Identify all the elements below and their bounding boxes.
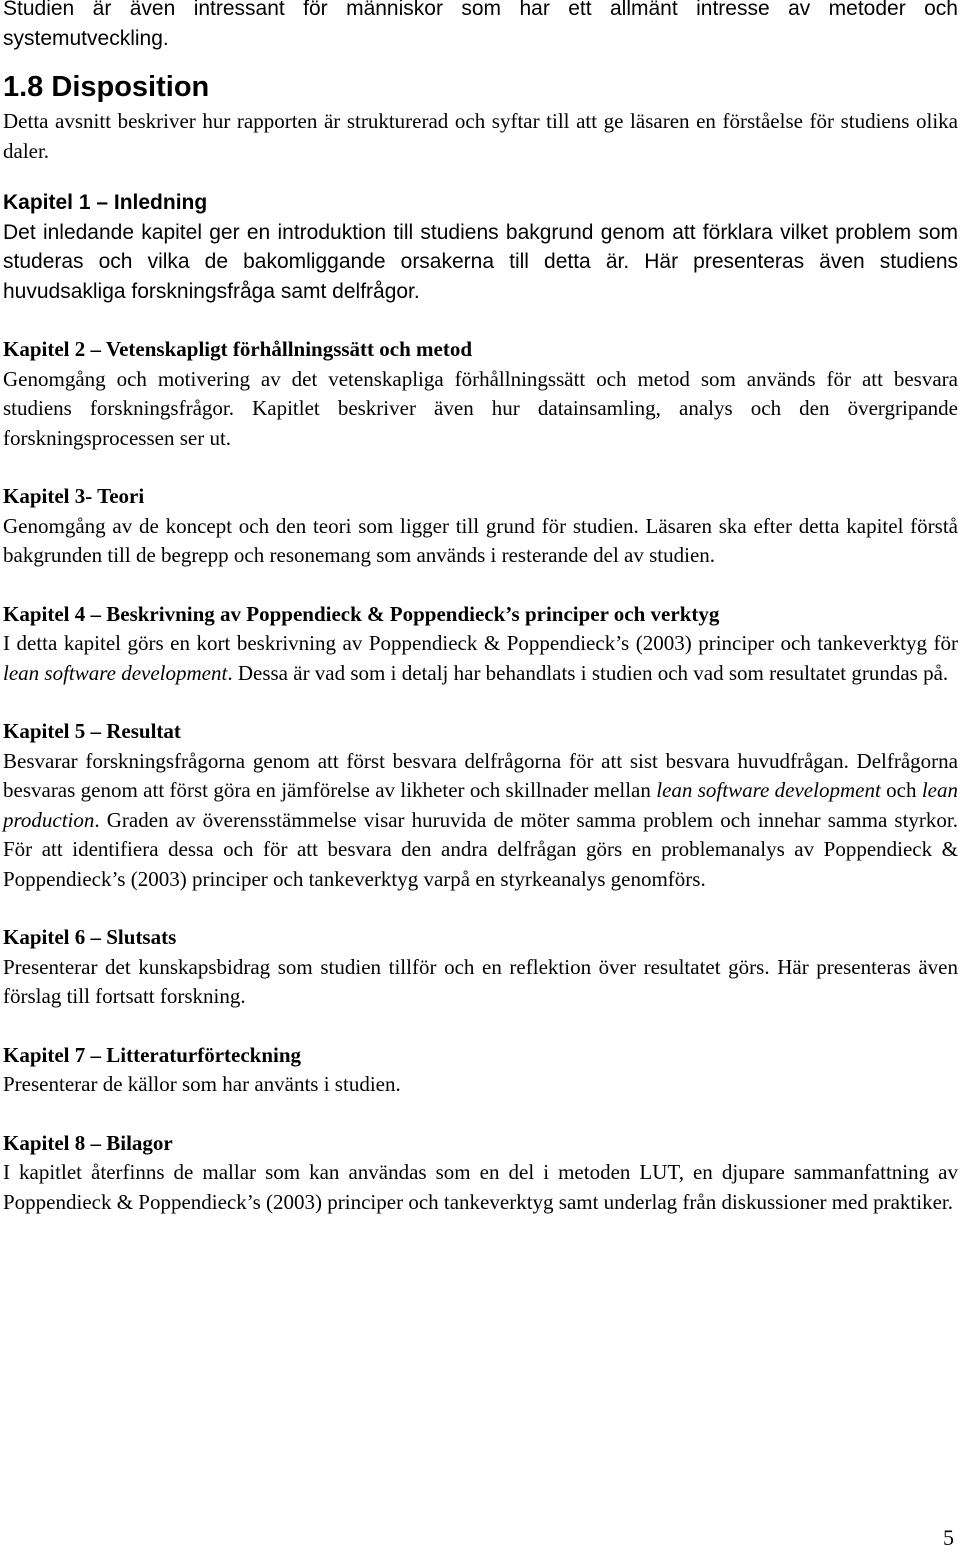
chapter-6 (3, 923, 958, 1012)
chapter-5-emphasis: lean production (3, 778, 958, 832)
chapter-2-title: Kapitel 2 – Vetenskapligt förhållningssätt och metod (3, 337, 473, 361)
chapter-4-title: Kapitel 4 – Beskrivning av Poppendieck & Poppendieck’s principer och verktyg (3, 601, 720, 626)
chapter-1-description: Det inledande kapitel ger en introduktion till studiens bakgrund genom att förklara vilket problem som studeras och vilka de bakomliggande orsakerna till detta är. Här presenteras även studiens huvudsakliga forskningsfråga samt delfrågor. (3, 220, 958, 303)
chapter-8-description: I kapitlet återfinns de mallar som kan användas som en del i metoden LUT, en djupare sammanfattning av Poppendieck & Poppendieck’s (2003) principer och tankeverktyg samt underlag från diskussioner med praktiker. (3, 1160, 958, 1214)
chapter-4 (3, 600, 958, 689)
chapter-5-text-part: . Graden av överensstämmelse visar huruvida de möter samma problem och innehar samma styrkor. För att identifiera dessa och för att besvara den andra delfrågan görs en problemanalys av Poppendieck & Poppendieck’s (2003) principer och tankeverktyg varpå en styrkeanalys genomförs. (3, 807, 958, 891)
chapter-5 (3, 717, 958, 894)
chapter-8-title: Kapitel 8 – Bilagor (3, 1130, 173, 1155)
chapter-4-description (3, 629, 958, 688)
chapter-7-title: Kapitel 7 – Litteraturförteckning (3, 1042, 302, 1067)
chapter-4-text-part: . Dessa är vad som i detalj har behandlats i studien och vad som resultatet grundas på. (227, 660, 949, 685)
chapter-5-text-part: Besvarar forskningsfrågorna genom att först besvara delfrågorna för att sist besvara huvudfrågan. Delfrågorna besvaras genom att först göra en jämförelse av likheter och skillnader mellan (3, 748, 958, 802)
document-page (3, 0, 958, 1246)
page-number: 5 (943, 1525, 954, 1550)
section-intro-paragraph: Detta avsnitt beskriver hur rapporten är strukturerad och syftar till att ge läsaren en förståelse för studiens olika daler. (3, 109, 958, 163)
section-heading: 1.8 Disposition (3, 71, 210, 103)
chapter-3-description: Genomgång av de koncept och den teori som ligger till grund för studien. Läsaren ska efter detta kapitel förstå bakgrunden till de begrepp och resonemang som används i resterande del av studien. (3, 513, 958, 567)
chapter-7 (3, 1041, 958, 1100)
chapter-4-text-part: I detta kapitel görs en kort beskrivning av Poppendieck & Poppendieck’s (2003) principer och tankeverktyg för (3, 631, 958, 655)
chapter-1 (3, 188, 958, 306)
chapter-6-description: Presenterar det kunskapsbidrag som studien tillför och en reflektion över resultatet görs. Här presenteras även förslag till fortsatt forskning. (3, 954, 958, 1008)
chapter-8 (3, 1129, 958, 1218)
chapter-2-description: Genomgång och motivering av det vetenskapliga förhållningssätt och metod som används för att besvara studiens forskningsfrågor. Kapitlet beskriver även hur datainsamling, analys och den övergripande forskningsprocessen ser ut. (3, 366, 958, 450)
chapter-5-emphasis: lean software development (656, 778, 881, 802)
chapter-5-text-part: och (880, 778, 922, 802)
intro-paragraph: Studien är även intressant för människor som har ett allmänt intresse av metoder och systemutveckling. (3, 0, 958, 50)
chapter-1-title: Kapitel 1 – Inledning (3, 191, 208, 214)
chapter-6-title: Kapitel 6 – Slutsats (3, 925, 177, 949)
chapter-7-description: Presenterar de källor som har använts i studien. (3, 1072, 401, 1096)
chapter-5-description (3, 747, 958, 895)
chapter-3 (3, 482, 958, 571)
chapter-4-emphasis: lean software development (3, 660, 228, 685)
chapter-3-title: Kapitel 3- Teori (3, 484, 145, 508)
chapter-2 (3, 335, 958, 453)
chapter-5-title: Kapitel 5 – Resultat (3, 719, 181, 743)
